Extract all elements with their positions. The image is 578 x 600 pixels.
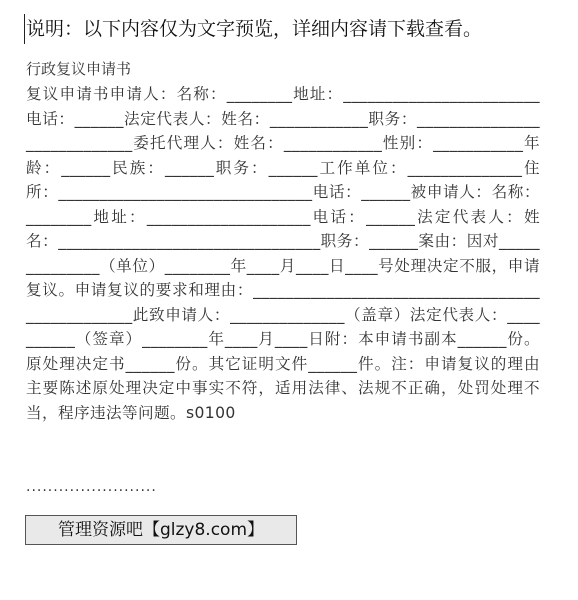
preview-notice: 说明：以下内容仅为文字预览，详细内容请下载查看。 bbox=[24, 14, 571, 44]
document-title: 行政复议申请书 bbox=[26, 60, 132, 78]
continuation-dots: ························ bbox=[26, 483, 157, 499]
source-link-button[interactable]: 管理资源吧【glzy8.com】 bbox=[25, 515, 297, 545]
document-body: 复议申请书申请人：名称：________地址：________________________电话：______法定代表人：姓名：____________职务：____________________________委托代理人：姓名：____________性别：___________年龄：______民族：______职务：______工作单位：______________住所：_______________________________电话：______被申请人：名称：________地址：____________________电话：______法定代表人：姓名：________________________________职务：______案由：因对______________（单位）________年____月____日____号处理决定不服，申请复议。申请复议的要求和理由：________________________________________________此致申请人：______________（盖章）法定代表人：__________（签章）________年____月____日附：本申请书副本______份。原处理决定书______份。其它证明文件______件。注：申请复议的理由主要陈述原处理决定中事实不符，适用法律、法规不正确，处罚处理不当，程序违法等问题。s0100 bbox=[26, 85, 540, 422]
